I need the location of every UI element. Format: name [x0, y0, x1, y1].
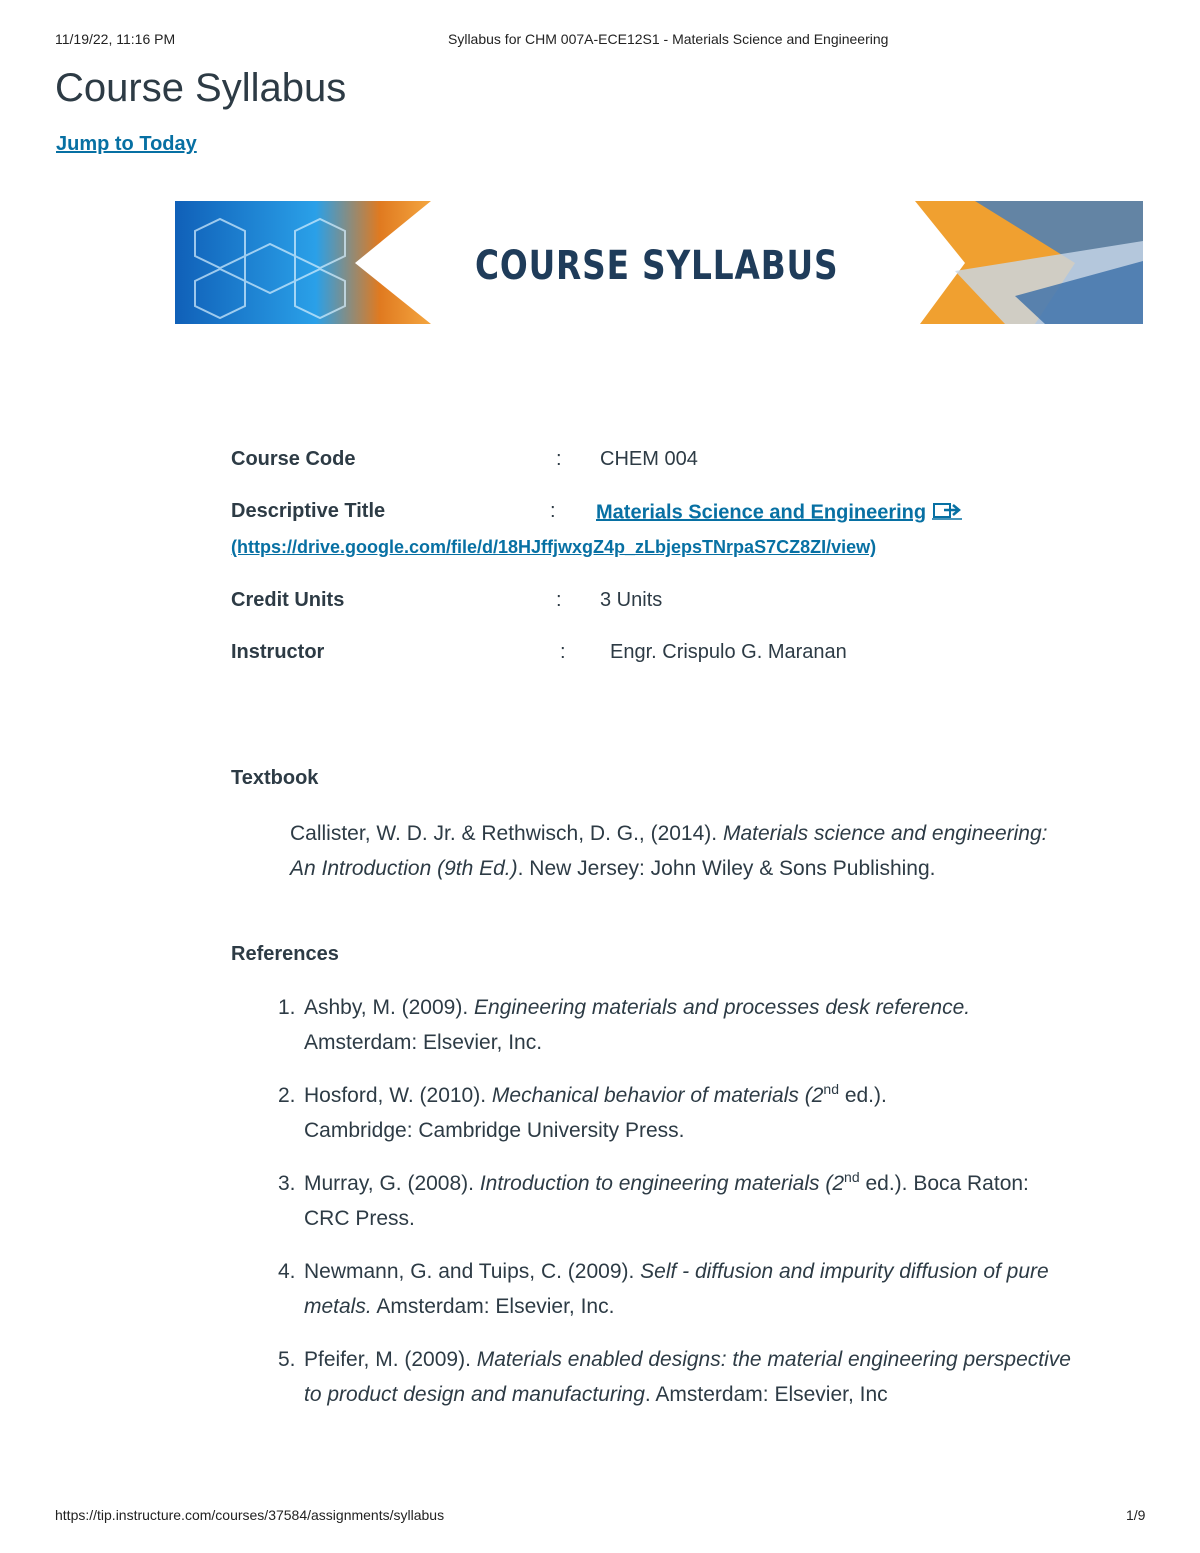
reference-item — [278, 990, 1078, 1060]
textbook-publisher: . New Jersey: John Wiley & Sons Publishing. — [517, 857, 936, 880]
reference-authors: Ashby, M. (2009). — [304, 996, 475, 1019]
reference-edition-sup: nd — [844, 1169, 860, 1185]
reference-number: 3. — [278, 1172, 296, 1195]
banner-text: COURSE SYLLABUS — [475, 243, 839, 289]
credit-units-value: 3 Units — [600, 589, 663, 611]
print-footer-url: https://tip.instructure.com/courses/37584/assignments/syllabus — [55, 1507, 445, 1523]
course-code-value: CHEM 004 — [600, 448, 698, 470]
reference-item — [278, 1254, 1078, 1324]
descriptive-title-url[interactable]: (https://drive.google.com/file/d/18HJffjwxgZ4p_zLbjepsTNrpaS7CZ8ZI/view) — [231, 537, 877, 557]
references-heading: References — [231, 943, 339, 965]
course-code-label: Course Code — [231, 448, 356, 470]
reference-title: Mechanical behavior of materials — [491, 1084, 799, 1107]
reference-title: Materials enabled designs: the material engineering perspective to product design and manufacturing — [304, 1348, 1071, 1406]
textbook-heading: Textbook — [231, 767, 319, 789]
reference-publisher: Amsterdam: Elsevier, Inc. — [371, 1295, 615, 1318]
descriptive-title-label: Descriptive Title — [231, 500, 386, 522]
reference-number: 2. — [278, 1084, 296, 1107]
course-syllabus-banner — [175, 201, 1143, 324]
instructor-value: Engr. Crispulo G. Maranan — [610, 641, 847, 663]
reference-authors: Hosford, W. (2010). — [304, 1084, 492, 1107]
credit-units-colon: : — [556, 589, 562, 611]
reference-item — [278, 1078, 1078, 1148]
reference-item — [278, 1166, 1078, 1236]
print-footer-page-number: 1/9 — [1126, 1507, 1146, 1523]
print-header-datetime: 11/19/22, 11:16 PM — [55, 31, 176, 47]
descriptive-title-link[interactable]: Materials Science and Engineering — [596, 501, 927, 524]
reference-authors: Pfeifer, M. (2009). — [304, 1348, 477, 1371]
instructor-label: Instructor — [231, 641, 325, 663]
reference-title: Introduction to engineering materials — [479, 1172, 820, 1195]
course-code-colon: : — [556, 448, 562, 470]
reference-authors: Newmann, G. and Tuips, C. (2009). — [304, 1260, 641, 1283]
reference-number: 1. — [278, 996, 296, 1019]
reference-edition-sup: nd — [823, 1081, 839, 1097]
references-list — [278, 990, 1078, 1430]
descriptive-title-value — [596, 500, 962, 526]
reference-title: Self - diffusion and impurity diffusion of pure metals. — [304, 1260, 1049, 1318]
jump-to-today-link[interactable]: Jump to Today — [56, 133, 197, 155]
reference-publisher: . Amsterdam: Elsevier, Inc — [644, 1383, 888, 1406]
reference-number: 5. — [278, 1348, 296, 1371]
print-header-title: Syllabus for CHM 007A-ECE12S1 - Materials Science and Engineering — [448, 31, 889, 47]
reference-item — [278, 1342, 1078, 1412]
reference-publisher: Cambridge: Cambridge University Press. — [304, 1119, 685, 1142]
credit-units-label: Credit Units — [231, 589, 345, 611]
reference-number: 4. — [278, 1260, 296, 1283]
textbook-authors: Callister, W. D. Jr. & Rethwisch, D. G., (2014). — [290, 822, 723, 845]
page-title: Course Syllabus — [55, 66, 347, 110]
instructor-colon: : — [560, 641, 566, 663]
external-link-icon[interactable] — [932, 500, 962, 526]
reference-edition-suffix: ed.). — [859, 1172, 908, 1195]
textbook-citation — [290, 816, 1060, 886]
reference-edition: (2 — [798, 1084, 824, 1107]
reference-edition: (2 — [819, 1172, 845, 1195]
textbook-title: Materials science and engineering: An Introduction (9th Ed.) — [290, 822, 1048, 880]
reference-publisher: Amsterdam: Elsevier, Inc. — [304, 1031, 543, 1054]
descriptive-title-colon: : — [550, 500, 556, 522]
reference-title: Engineering materials and processes desk reference. — [474, 996, 971, 1019]
reference-publisher: Boca Raton: CRC Press. — [304, 1172, 1029, 1230]
reference-edition-suffix: ed.). — [838, 1084, 887, 1107]
reference-authors: Murray, G. (2008). — [304, 1172, 480, 1195]
